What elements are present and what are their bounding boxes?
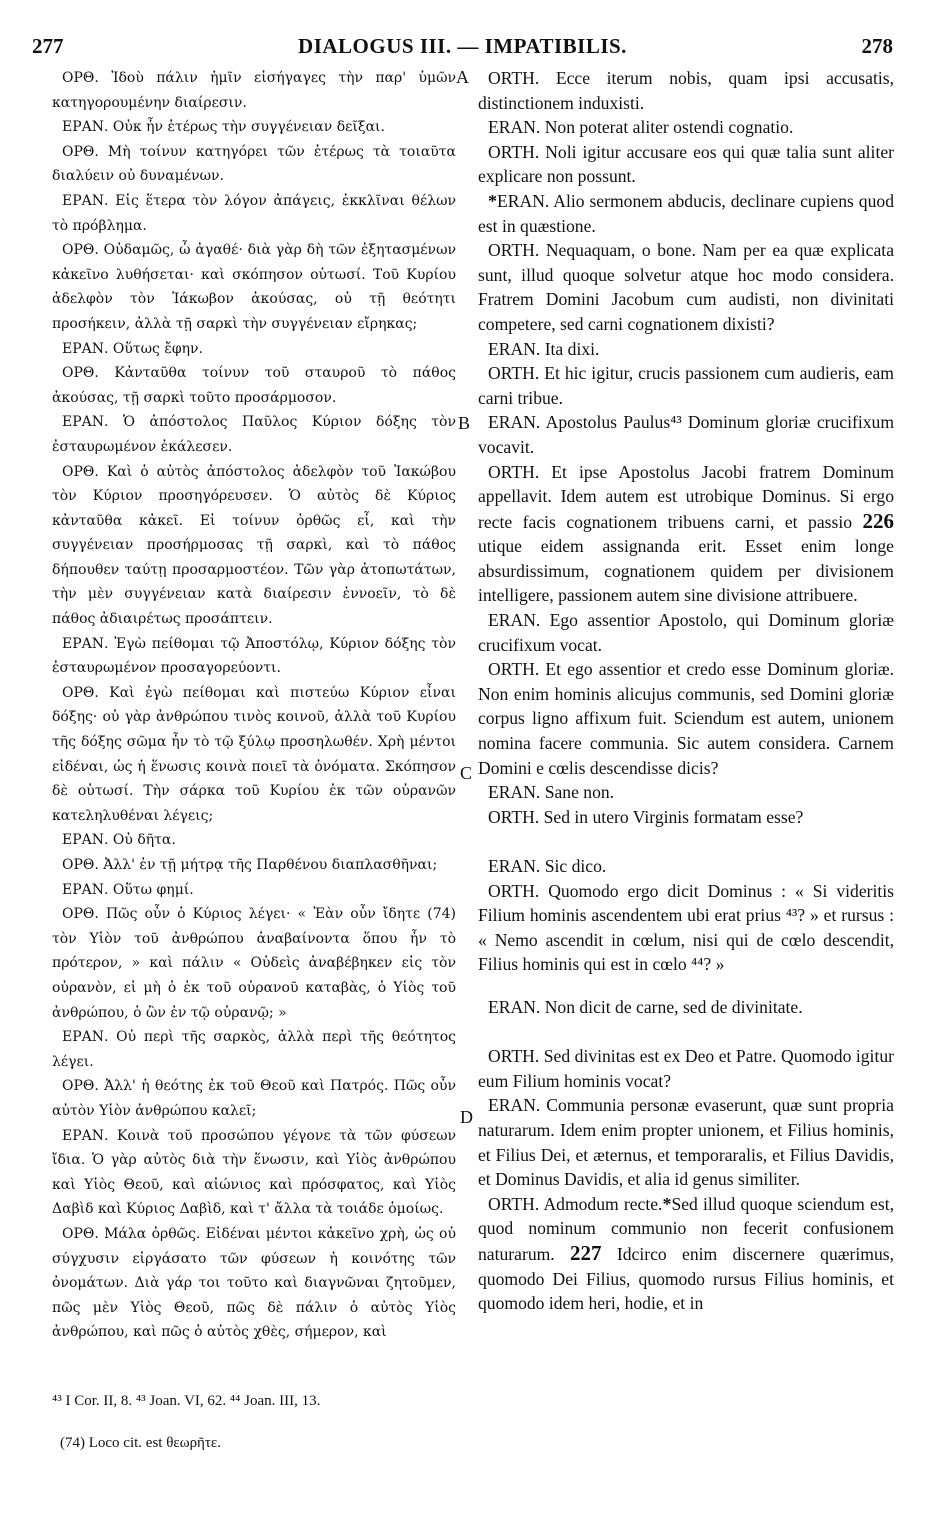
latin-text: ORTH. Et ipse Apostolus Jacobi fratrem Dominum appellavit. Idem autem est utrobique Dominus. Si ergo recte facis cognationem tribuens carni, et passio	[478, 461, 894, 532]
greek-paragraph: ΟΡΘ. Ἀλλ' ἡ θεότης ἐκ τοῦ Θεοῦ καὶ Πατρός. Πῶς οὖν αὐτὸν Υἱὸν ἀνθρώπου καλεῖ;	[52, 1078, 456, 1119]
greek-paragraph: ΟΡΘ. Μὴ τοίνυν κατηγόρει τῶν ἑτέρως τὰ τοιαῦτα διαλύειν οὐ δυναμένων.	[52, 143, 456, 185]
spacer	[478, 829, 894, 854]
greek-paragraph: ΟΡΘ. Ἰδοὺ πάλιν ἡμῖν εἰσήγαγες τὴν παρ' ὑμῶν κατηγορουμένην διαίρεσιν.	[52, 70, 456, 111]
latin-paragraph	[478, 189, 894, 238]
latin-paragraph: ERAN. Sic dico.	[488, 856, 607, 876]
greek-paragraph: ΟΡΘ. Μάλα ὀρθῶς. Εἰδέναι μέντοι κἀκεῖνο χρὴ, ὡς οὐ σύγχυσιν εἰργάσατο τῶν φύσεων ἡ κοινότης τῶν ὀνομάτων. Διὰ γάρ τοι τοῦτο καὶ διαγνῶναι ζητοῦμεν, πῶς μὲν Υἱὸς Θεοῦ, πῶς δὲ πάλιν ὁ αὐτὸς Υἱὸς ἀνθρώπου, καὶ πῶς ὁ αὐτὸς χθὲς, σήμερον, καὶ	[52, 1225, 456, 1341]
latin-text: ORTH. Admodum recte.	[488, 1193, 663, 1214]
latin-paragraph: ORTH. Quomodo ergo dicit Dominus : « Si videritis Filium hominis ascendentem ubi erat prius ⁴³? » et rursus : « Nemo ascendit in cœlum, nisi qui de cœlo descendit, Filius hominis qui est in cœlo ⁴⁴? »	[478, 880, 894, 975]
latin-paragraph: ORTH. Sed divinitas est ex Deo et Patre. Quomodo igitur eum Filium hominis vocat?	[478, 1046, 894, 1091]
latin-column	[478, 66, 894, 1316]
latin-paragraph: ORTH. Ecce iterum nobis, quam ipsi accusatis, distinctionem induxisti.	[478, 68, 894, 113]
latin-paragraph: ORTH. Et hic igitur, crucis passionem cum audieris, eam carni tribue.	[478, 363, 894, 408]
latin-paragraph: ORTH. Noli igitur accusare eos qui quæ talia sunt aliter explicare non possunt.	[478, 141, 894, 187]
latin-text: utique eidem assignanda erit. Esset enim longe absurdissimum, cognationem quidem per divisionem intelligere, passionem autem sine divisione attribuere.	[478, 536, 894, 606]
latin-paragraph: ORTH. Sed in utero Virginis formatam esse?	[488, 806, 804, 827]
margin-marker-b: B	[458, 413, 471, 433]
greek-paragraph: ΟΡΘ. Κἀνταῦθα τοίνυν τοῦ σταυροῦ τὸ πάθος ἀκούσας, τῇ σαρκὶ τοῦτο προσάρμοσον.	[52, 365, 456, 406]
latin-paragraph	[478, 410, 894, 459]
folio-mark: *	[488, 190, 497, 211]
margin-marker-c: C	[460, 763, 473, 783]
running-header	[32, 34, 893, 60]
greek-paragraph: ΕΡΑΝ. Οὕτω φημί.	[62, 881, 194, 898]
greek-paragraph: ΕΡΑΝ. Εἰς ἕτερα τὸν λόγον ἀπάγεις, ἐκκλῖναι θέλων τὸ πρόβλημα.	[52, 192, 456, 234]
spacer	[478, 977, 894, 995]
greek-paragraph: ΕΡΑΝ. Κοινὰ τοῦ προσώπου γέγονε τὰ τῶν φύσεων ἴδια. Ὁ γὰρ αὐτὸς διὰ τὴν ἕνωσιν, καὶ Υἱὸς ἀνθρώπου καὶ Υἱὸς Θεοῦ, καὶ αἰώνιος καὶ πρόσφατος, καὶ Υἱὸς Δαβὶδ καὶ Κύριος Δαβὶδ, καὶ τ' ἄλλα τὰ τοιάδε ὁμοίως.	[52, 1127, 456, 1218]
latin-text: Dominum gloriæ crucifixum vocavit.	[478, 412, 895, 457]
latin-paragraph	[478, 1192, 894, 1316]
greek-paragraph: ΕΡΑΝ. Οὐκ ἦν ἑτέρως τὴν συγγένειαν δεῖξαι.	[62, 119, 385, 136]
latin-paragraph: ERAN. Sane non.	[488, 782, 615, 803]
latin-text: Sed illud quoque sciendum est, quod nominum communio non fecerit confusionem naturarum.	[478, 1193, 894, 1264]
editor-note: (74) Loco cit. est θεωρῆτε.	[60, 1435, 221, 1451]
greek-paragraph: ΟΡΘ. Καὶ ἐγὼ πείθομαι καὶ πιστεύω Κύριον εἶναι δόξης· οὐ γὰρ ἀνθρώπου τινὸς κοινοῦ, ἀλλὰ τοῦ Κυρίου τῆς δόξης σῶμα ἦν τὸ τῷ ξύλῳ προσηλωθέν. Χρὴ μέντοι εἰδέναι, ὡς ἡ ἕνωσις κοινὰ ποιεῖ τὰ ὀνόματα. Σκόπησον δὲ οὑτωσί. Τὴν σάρκα τοῦ Κυρίου ἐκ τῶν οὐρανῶν κατεληλυθέναι λέγεις;	[52, 684, 456, 824]
latin-paragraph: ERAN. Communia personæ evaserunt, quæ sunt propria naturarum. Idem enim propter unionem, et Filius hominis, et Filius Dei, et æternus, et temporaralis, et Filius Davidis, et Dominus Davidis, et alia id genus similiter.	[478, 1095, 894, 1190]
greek-paragraph: ΕΡΑΝ. Οὐ δῆτα.	[62, 832, 176, 849]
latin-paragraph	[478, 460, 894, 609]
latin-text: ERAN. Apostolus Paulus	[488, 412, 671, 433]
greek-paragraph: ΟΡΘ. Πῶς οὖν ὁ Κύριος λέγει· « Ἐὰν οὖν ἴδητε (74) τὸν Υἱὸν τοῦ ἀνθρώπου ἀναβαίνοντα ὅπου ἦν τὸ πρότερον, » καὶ πάλιν « Οὐδεὶς ἀναβέβηκεν εἰς τὸν οὐρανὸν, εἰ μὴ ὁ ἐκ τοῦ οὐρανοῦ καταβὰς, ὁ Υἱὸς τοῦ ἀνθρώπου, ὁ ὢν ἐν τῷ οὐρανῷ; »	[52, 906, 456, 1021]
greek-column	[52, 66, 456, 1345]
footnotes: ⁴³ I Cor. II, 8. ⁴³ Joan. VI, 62. ⁴⁴ Joan. III, 13.	[52, 1393, 321, 1409]
spacer	[478, 1020, 894, 1045]
latin-paragraph: ORTH. Et ego assentior et credo esse Dominum gloriæ. Non enim hominis alicujus communis, sed Domini gloriæ corpus ligno affixum fuit. Sciendum est autem, unionem nomina facere communia. Sic autem considera. Carnem Domini e cœlis descendisse dicis?	[478, 659, 894, 778]
latin-paragraph: ERAN. Non poterat aliter ostendi cognatio.	[488, 117, 794, 138]
folio-mark: *	[662, 1193, 672, 1214]
margin-marker-a: A	[456, 67, 469, 87]
latin-paragraph: ERAN. Non dicit de carne, sed de divinitate.	[488, 996, 803, 1017]
greek-paragraph: ΕΡΑΝ. Ἐγὼ πείθομαι τῷ Ἀποστόλῳ, Κύριον δόξης τὸν ἐσταυρωμένον προσαγορεύοντι.	[52, 635, 456, 677]
greek-paragraph: ΟΡΘ. Οὐδαμῶς, ὦ ἀγαθέ· διὰ γὰρ δὴ τῶν ἐξητασμένων κἀκεῖνο λυθήσεται· καὶ σκόπησον οὑτωσί. Τοῦ Κυρίου ἀδελφὸν τὸν Ἰάκωβον ἀκούσας, οὐ τῇ θεότητι προσήκειν, ἀλλὰ τῇ σαρκὶ τὴν συγγένειαν εἴρηκας;	[52, 242, 456, 332]
greek-paragraph: ΟΡΘ. Καὶ ὁ αὐτὸς ἀπόστολος ἀδελφὸν τοῦ Ἰακώβου τὸν Κύριον προσηγόρευσεν. Ὁ αὐτὸς δὲ Κύριος κἀνταῦθα κἀκεῖ. Εἰ τοίνυν ὀρθῶς εἶ, καὶ τὴν συγγένειαν προσήρμοσας τῇ σαρκὶ, καὶ τὸ πάθος δήπουθεν ταύτῃ προσαρμοστέον. Τῶν γὰρ ἀτοπωτάτων, τὴν μὲν συγγένειαν κατὰ διαίρεσιν ἐννοεῖν, τὸ δὲ πάθος ἀδιαιρέτως προσάπτειν.	[52, 463, 456, 628]
page-number-right: 278	[861, 34, 893, 58]
latin-text: ERAN. Alio sermonem abducis, declinare cupiens quod est in quæstione.	[478, 190, 894, 236]
greek-paragraph: ΕΡΑΝ. Οὐ περὶ τῆς σαρκὸς, ἀλλὰ περὶ τῆς θεότητος λέγει.	[52, 1029, 456, 1070]
latin-paragraph: ORTH. Nequaquam, o bone. Nam per ea quæ explicata sunt, illud quoque solvetur atque hoc modo considera. Fratrem Domini Jacobum cum audisti, non divinitati competere, sed carni cognationem dixisti?	[478, 240, 894, 334]
column-number: 226	[862, 508, 894, 533]
page-number-left: 277	[32, 34, 64, 58]
latin-paragraph: ERAN. Ita dixi.	[488, 338, 600, 359]
margin-marker-d: D	[460, 1107, 473, 1127]
column-number: 227	[570, 1240, 602, 1265]
footnote-ref: ⁴³	[670, 412, 682, 433]
latin-text: Idcirco enim discernere quærimus, quomodo Dei Filius, quomodo rursus Filius hominis, et quomodo idem heri, hodie, et in	[478, 1243, 894, 1314]
page-title: DIALOGUS III. — IMPATIBILIS.	[298, 34, 627, 58]
greek-paragraph: ΕΡΑΝ. Οὕτως ἔφην.	[62, 340, 204, 357]
greek-paragraph: ΕΡΑΝ. Ὁ ἀπόστολος Παῦλος Κύριον δόξης τὸν ἐσταυρωμένον ἐκάλεσεν.	[52, 414, 456, 455]
greek-paragraph: ΟΡΘ. Ἀλλ' ἐν τῇ μήτρᾳ τῆς Παρθένου διαπλασθῆναι;	[62, 857, 438, 873]
latin-paragraph: ERAN. Ego assentior Apostolo, qui Dominum gloriæ crucifixum vocat.	[478, 610, 894, 655]
